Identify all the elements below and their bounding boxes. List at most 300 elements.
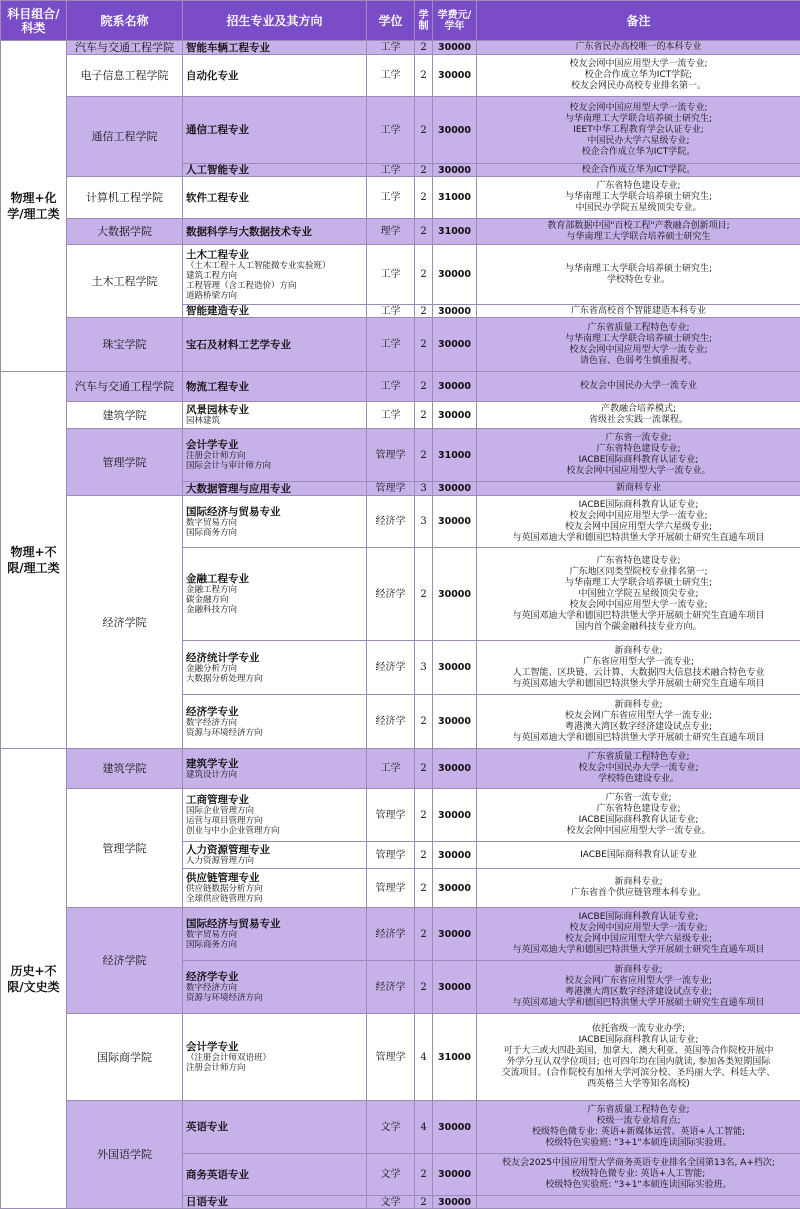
note-line: 教育部数据中国"百校工程"产教融合创新项目; xyxy=(480,221,797,232)
fee: 30000 xyxy=(433,548,477,641)
header-group: 科目组合/科类 xyxy=(1,1,67,41)
years: 3 xyxy=(415,496,433,548)
major-name: 建筑学专业 xyxy=(186,758,239,770)
years: 2 xyxy=(415,402,433,429)
note-cell xyxy=(477,869,800,908)
note-line: IACBE国际商科教育认证专业; xyxy=(480,912,797,923)
note-line: 校级特色实验班: "3+1"本硕连读国际实验班。 xyxy=(480,1138,797,1149)
note-line: 广东省质量工程特色专业; xyxy=(480,323,797,334)
degree: 工学 xyxy=(367,372,415,402)
major-direction: 资源与环境经济方向 xyxy=(186,993,363,1003)
table-row xyxy=(1,749,800,789)
degree: 经济学 xyxy=(367,695,415,749)
dept-name: 通信工程学院 xyxy=(67,97,183,177)
major-cell xyxy=(183,695,367,749)
years: 2 xyxy=(415,842,433,869)
major-direction: 人力资源管理方向 xyxy=(186,856,363,866)
note-line: 校友会网中国应用型大学一流专业; xyxy=(480,345,797,356)
note-line: 学校特色专业。 xyxy=(480,275,797,286)
note-line: 校友会网广东省应用型大学一流专业; xyxy=(480,976,797,987)
major-name: 智能建造专业 xyxy=(186,305,249,317)
note-line: IACBE国际商科教育认证专业 xyxy=(480,850,797,861)
major-direction: 建筑工程方向 xyxy=(186,271,363,281)
fee: 31000 xyxy=(433,219,477,245)
header-major: 招生专业及其方向 xyxy=(183,1,367,41)
table-row xyxy=(1,496,800,548)
header-dept: 院系名称 xyxy=(67,1,183,41)
dept-name: 电子信息工程学院 xyxy=(67,55,183,97)
note-line: 与英国邓迪大学和德国巴特洪堡大学开展硕士研究生直通车项目 xyxy=(480,611,797,622)
note-line: 校友会网中国应用型大学一流专业; xyxy=(480,511,797,522)
fee: 30000 xyxy=(433,164,477,177)
dept-name: 汽车与交通工程学院 xyxy=(67,41,183,55)
note-line: 广东省特色建设专业; xyxy=(480,181,797,192)
note-cell xyxy=(477,1196,800,1209)
note-line: 校级特色实验班: "3+1"本硕连读国际实验班。 xyxy=(480,1180,797,1191)
note-line: 校友会中国民办大学一流专业 xyxy=(480,381,797,392)
note-line: 学校特色建设专业。 xyxy=(480,774,797,785)
note-line: 校友会网中国应用型大学一流专业。 xyxy=(480,826,797,837)
degree: 工学 xyxy=(367,305,415,318)
note-line: 广东省质量工程特色专业; xyxy=(480,752,797,763)
note-cell xyxy=(477,908,800,961)
major-cell xyxy=(183,219,367,245)
major-direction: 园林建筑 xyxy=(186,416,363,426)
note-cell xyxy=(477,372,800,402)
note-cell xyxy=(477,41,800,55)
table-row xyxy=(1,402,800,429)
degree: 管理学 xyxy=(367,1014,415,1101)
fee: 30000 xyxy=(433,695,477,749)
dept-name: 经济学院 xyxy=(67,908,183,1014)
note-cell xyxy=(477,789,800,842)
major-direction: 金融科技方向 xyxy=(186,605,363,615)
years: 2 xyxy=(415,55,433,97)
note-line: 广东省一流专业; xyxy=(480,433,797,444)
note-line: 与华南理工大学联合培养硕士研究生 xyxy=(480,232,797,243)
years: 2 xyxy=(415,1154,433,1196)
note-line: 校友会网民办高校专业排名第一。 xyxy=(480,81,797,92)
note-line: 广东省高校首个智能建造本科专业 xyxy=(480,306,797,317)
major-direction: 数字经济方向 xyxy=(186,983,363,993)
major-cell xyxy=(183,482,367,496)
major-name: 宝石及材料工艺学专业 xyxy=(186,339,291,351)
fee: 30000 xyxy=(433,41,477,55)
years: 2 xyxy=(415,908,433,961)
major-direction: 金融工程方向 xyxy=(186,585,363,595)
note-line: 校友会网中国应用型大学六星级专业; xyxy=(480,522,797,533)
major-name: 国际经济与贸易专业 xyxy=(186,506,281,518)
dept-name: 土木工程学院 xyxy=(67,245,183,318)
degree: 文学 xyxy=(367,1154,415,1196)
note-line: 与英国邓迪大学和德国巴特洪堡大学开展硕士研究生直通车项目 xyxy=(480,998,797,1009)
years: 2 xyxy=(415,305,433,318)
note-line: 校友会中国民办大学一流专业; xyxy=(480,763,797,774)
years: 3 xyxy=(415,641,433,695)
degree: 工学 xyxy=(367,318,415,372)
note-line: 校友会网中国应用型大学一流专业; xyxy=(480,600,797,611)
note-cell xyxy=(477,318,800,372)
major-name: 工商管理专业 xyxy=(186,794,249,806)
major-name: 经济统计学专业 xyxy=(186,652,260,664)
fee: 30000 xyxy=(433,789,477,842)
years: 2 xyxy=(415,961,433,1014)
major-cell xyxy=(183,97,367,164)
major-name: 大数据管理与应用专业 xyxy=(186,483,291,495)
note-line: 国内首个碳金融科技专业方向。 xyxy=(480,622,797,633)
dept-name: 国际商学院 xyxy=(67,1014,183,1101)
header-note: 备注 xyxy=(477,1,800,41)
major-cell xyxy=(183,41,367,55)
fee: 30000 xyxy=(433,869,477,908)
note-line: 交流项目。(合作院校有加州大学河滨分校、圣玛丽大学、科廷大学、 xyxy=(480,1068,797,1079)
degree: 管理学 xyxy=(367,789,415,842)
note-cell xyxy=(477,55,800,97)
major-cell xyxy=(183,749,367,789)
note-line: 新商科专业; xyxy=(480,700,797,711)
note-line: 校友会网中国应用型大学一流专业; xyxy=(480,923,797,934)
table-row xyxy=(1,219,800,245)
note-line: 请色盲、色弱考生慎重报考。 xyxy=(480,356,797,367)
note-cell xyxy=(477,1014,800,1101)
note-cell xyxy=(477,695,800,749)
note-line: 校友会网中国应用型大学六星级专业; xyxy=(480,934,797,945)
note-line: 校企合作成立华为ICT学院。 xyxy=(480,165,797,176)
degree: 经济学 xyxy=(367,496,415,548)
note-cell xyxy=(477,961,800,1014)
major-name: 经济学专业 xyxy=(186,706,239,718)
table-row xyxy=(1,429,800,482)
major-cell xyxy=(183,1154,367,1196)
table-row xyxy=(1,1101,800,1154)
degree: 管理学 xyxy=(367,429,415,482)
note-line: 与华南理工大学联合培养硕士研究生; xyxy=(480,114,797,125)
note-cell xyxy=(477,245,800,305)
major-direction: 注册会计师方向 xyxy=(186,1063,363,1073)
table-row xyxy=(1,789,800,842)
note-line: 人工智能、区块链、云计算、大数据四大信息技术融合特色专业 xyxy=(480,668,797,679)
note-line: IACBE国际商科教育认证专业; xyxy=(480,455,797,466)
degree: 工学 xyxy=(367,97,415,164)
note-cell xyxy=(477,548,800,641)
note-line: 校级特色微专业: 英语+新媒体运营、英语+人工智能; xyxy=(480,1127,797,1138)
major-name: 供应链管理专业 xyxy=(186,872,260,884)
note-cell xyxy=(477,749,800,789)
note-line: 校友会网中国应用型大学一流专业; xyxy=(480,59,797,70)
fee: 31000 xyxy=(433,1014,477,1101)
note-cell xyxy=(477,482,800,496)
note-line: 中国独立学院五星级顶尖专业; xyxy=(480,589,797,600)
major-direction: 国际企业管理方向 xyxy=(186,806,363,816)
major-direction: 全球供应链管理方向 xyxy=(186,894,363,904)
note-line: 校友会2025中国应用型大学商务英语专业排名全国第13名, A+档次; xyxy=(480,1158,797,1169)
major-cell xyxy=(183,372,367,402)
note-line: 新商科专业; xyxy=(480,646,797,657)
note-line: 与华南理工大学联合培养硕士研究生; xyxy=(480,334,797,345)
note-line: 校友会网中国应用型大学一流专业; xyxy=(480,103,797,114)
dept-name: 珠宝学院 xyxy=(67,318,183,372)
degree: 经济学 xyxy=(367,641,415,695)
note-line: 与英国邓迪大学和德国巴特洪堡大学开展硕士研究生直通车项目 xyxy=(480,679,797,690)
degree: 工学 xyxy=(367,177,415,219)
years: 2 xyxy=(415,429,433,482)
note-line: 新商科专业 xyxy=(480,483,797,494)
degree: 理学 xyxy=(367,219,415,245)
major-direction: 运营与项目管理方向 xyxy=(186,816,363,826)
years: 2 xyxy=(415,245,433,305)
note-line: IACBE国际商科教育认证专业; xyxy=(480,1035,797,1046)
major-cell xyxy=(183,641,367,695)
major-name: 经济学专业 xyxy=(186,971,239,983)
group-label: 物理+不限/理工类 xyxy=(1,372,67,749)
fee: 30000 xyxy=(433,55,477,97)
note-line: 与华南理工大学联合培养硕士研究生; xyxy=(480,192,797,203)
note-line: 广东省应用型大学一流专业; xyxy=(480,657,797,668)
major-name: 人力资源管理专业 xyxy=(186,844,270,856)
major-direction: 金融分析方向 xyxy=(186,664,363,674)
major-direction: 国际商务方向 xyxy=(186,528,363,538)
table-row xyxy=(1,372,800,402)
table-row xyxy=(1,318,800,372)
dept-name: 管理学院 xyxy=(67,789,183,908)
degree: 工学 xyxy=(367,55,415,97)
major-name: 金融工程专业 xyxy=(186,573,249,585)
major-direction: （注册会计师双语班） xyxy=(186,1053,363,1063)
note-line: 外学分互认双学位项目; 也可四年均在国内就读, 参加各类短期国际 xyxy=(480,1057,797,1068)
fee: 31000 xyxy=(433,429,477,482)
major-name: 国际经济与贸易专业 xyxy=(186,918,281,930)
note-cell xyxy=(477,842,800,869)
fee: 30000 xyxy=(433,908,477,961)
major-name: 自动化专业 xyxy=(186,70,239,82)
note-cell xyxy=(477,219,800,245)
major-cell xyxy=(183,961,367,1014)
degree: 文学 xyxy=(367,1196,415,1209)
major-cell xyxy=(183,305,367,318)
note-line: 广东省特色建设专业; xyxy=(480,804,797,815)
fee: 30000 xyxy=(433,372,477,402)
fee: 30000 xyxy=(433,749,477,789)
header-years: 学制 xyxy=(415,1,433,41)
major-cell xyxy=(183,548,367,641)
years: 2 xyxy=(415,1196,433,1209)
table-row xyxy=(1,97,800,164)
note-cell xyxy=(477,305,800,318)
major-cell xyxy=(183,164,367,177)
table-row xyxy=(1,177,800,219)
major-direction: 工程管理（含工程造价）方向 xyxy=(186,281,363,291)
years: 2 xyxy=(415,749,433,789)
degree: 经济学 xyxy=(367,548,415,641)
major-cell xyxy=(183,1101,367,1154)
major-name: 数据科学与大数据技术专业 xyxy=(186,226,312,238)
years: 2 xyxy=(415,97,433,164)
major-direction: 创业与中小企业管理方向 xyxy=(186,826,363,836)
note-line: 广东省质量工程特色专业; xyxy=(480,1105,797,1116)
note-cell xyxy=(477,641,800,695)
note-line: 中国民办学院五星级顶尖专业。 xyxy=(480,203,797,214)
table-body xyxy=(1,41,800,1209)
note-line: 与英国邓迪大学和德国巴特洪堡大学开展硕士研究生直通车项目 xyxy=(480,733,797,744)
note-line: 与英国邓迪大学和德国巴特洪堡大学开展硕士研究生直通车项目 xyxy=(480,533,797,544)
note-line: 依托省级一流专业办学; xyxy=(480,1024,797,1035)
major-name: 智能车辆工程专业 xyxy=(186,42,270,54)
major-direction: 大数据分析处理方向 xyxy=(186,674,363,684)
degree: 工学 xyxy=(367,41,415,55)
note-line: 可于大三或大四赴美国、加拿大、澳大利亚、英国等合作院校开展中 xyxy=(480,1046,797,1057)
fee: 30000 xyxy=(433,402,477,429)
fee: 30000 xyxy=(433,961,477,1014)
major-direction: 数字经济方向 xyxy=(186,718,363,728)
major-name: 土木工程专业 xyxy=(186,249,249,261)
major-name: 通信工程专业 xyxy=(186,124,249,136)
note-line: 产教融合培养模式; xyxy=(480,404,797,415)
major-direction: 数字贸易方向 xyxy=(186,930,363,940)
note-line: 新商科专业; xyxy=(480,877,797,888)
major-direction: 资源与环境经济方向 xyxy=(186,728,363,738)
major-direction: 建筑设计方向 xyxy=(186,770,363,780)
table-row xyxy=(1,245,800,305)
dept-name: 经济学院 xyxy=(67,496,183,749)
note-line: 校友会网中国应用型大学一流专业。 xyxy=(480,466,797,477)
major-direction: 国际会计与审计师方向 xyxy=(186,461,363,471)
years: 2 xyxy=(415,177,433,219)
note-cell xyxy=(477,164,800,177)
years: 2 xyxy=(415,789,433,842)
years: 2 xyxy=(415,41,433,55)
note-line: 省级社会实践一流课程。 xyxy=(480,415,797,426)
note-line: 与华南理工大学联合培养硕士研究生; xyxy=(480,578,797,589)
note-line: 中国民办大学六星级专业; xyxy=(480,136,797,147)
major-cell xyxy=(183,177,367,219)
note-line: 广东地区同类型院校专业排名第一; xyxy=(480,567,797,578)
note-line: 西英格兰大学等知名高校) xyxy=(480,1079,797,1090)
years: 4 xyxy=(415,1101,433,1154)
note-line: 广东省特色建设专业; xyxy=(480,444,797,455)
fee: 31000 xyxy=(433,177,477,219)
fee: 30000 xyxy=(433,641,477,695)
major-name: 软件工程专业 xyxy=(186,192,249,204)
degree: 工学 xyxy=(367,402,415,429)
degree: 文学 xyxy=(367,1101,415,1154)
years: 4 xyxy=(415,1014,433,1101)
fee: 30000 xyxy=(433,318,477,372)
note-cell xyxy=(477,97,800,164)
years: 2 xyxy=(415,548,433,641)
major-cell xyxy=(183,789,367,842)
major-name: 会计学专业 xyxy=(186,1041,239,1053)
major-name: 人工智能专业 xyxy=(186,164,249,176)
major-name: 会计学专业 xyxy=(186,439,239,451)
note-line: 校级特色微专业: 英语+人工智能; xyxy=(480,1169,797,1180)
table-row xyxy=(1,41,800,55)
major-direction: 国际商务方向 xyxy=(186,940,363,950)
major-name: 风景园林专业 xyxy=(186,404,249,416)
fee: 30000 xyxy=(433,1196,477,1209)
major-name: 日语专业 xyxy=(186,1196,228,1208)
degree: 管理学 xyxy=(367,842,415,869)
fee: 30000 xyxy=(433,1154,477,1196)
note-line: 粤港澳大湾区数字经济建设试点专业; xyxy=(480,722,797,733)
note-line: 与英国邓迪大学和德国巴特洪堡大学开展硕士研究生直通车项目 xyxy=(480,945,797,956)
note-line: 广东省民办高校唯一的本科专业 xyxy=(480,42,797,53)
years: 2 xyxy=(415,164,433,177)
fee: 30000 xyxy=(433,305,477,318)
years: 3 xyxy=(415,482,433,496)
degree: 管理学 xyxy=(367,482,415,496)
dept-name: 建筑学院 xyxy=(67,749,183,789)
degree: 工学 xyxy=(367,164,415,177)
major-cell xyxy=(183,842,367,869)
table-row xyxy=(1,55,800,97)
major-direction: 供应链数据分析方向 xyxy=(186,884,363,894)
note-cell xyxy=(477,429,800,482)
fee: 30000 xyxy=(433,496,477,548)
note-line: 与华南理工大学联合培养硕士研究生; xyxy=(480,264,797,275)
group-label: 物理+化学/理工类 xyxy=(1,41,67,372)
note-line: 新商科专业; xyxy=(480,965,797,976)
table-row xyxy=(1,908,800,961)
degree: 经济学 xyxy=(367,961,415,1014)
dept-name: 外国语学院 xyxy=(67,1101,183,1209)
note-cell xyxy=(477,1101,800,1154)
dept-name: 管理学院 xyxy=(67,429,183,496)
dept-name: 建筑学院 xyxy=(67,402,183,429)
major-name: 物流工程专业 xyxy=(186,381,249,393)
major-cell xyxy=(183,429,367,482)
major-cell xyxy=(183,55,367,97)
note-line: 广东省一流专业; xyxy=(480,793,797,804)
header-row xyxy=(1,1,800,41)
major-cell xyxy=(183,1014,367,1101)
years: 2 xyxy=(415,219,433,245)
years: 2 xyxy=(415,372,433,402)
group-label: 历史+不限/文史类 xyxy=(1,749,67,1209)
major-direction: 注册会计师方向 xyxy=(186,451,363,461)
note-line: IACBE国际商科教育认证专业; xyxy=(480,815,797,826)
years: 2 xyxy=(415,318,433,372)
fee: 30000 xyxy=(433,245,477,305)
table-row xyxy=(1,1014,800,1101)
major-direction: （土木工程＋人工智能微专业实验班） xyxy=(186,261,363,271)
degree: 工学 xyxy=(367,749,415,789)
degree: 经济学 xyxy=(367,908,415,961)
note-cell xyxy=(477,177,800,219)
note-line: 广东省特色建设专业; xyxy=(480,556,797,567)
degree: 管理学 xyxy=(367,869,415,908)
years: 2 xyxy=(415,869,433,908)
major-name: 商务英语专业 xyxy=(186,1169,249,1181)
note-cell xyxy=(477,402,800,429)
header-degree: 学位 xyxy=(367,1,415,41)
years: 2 xyxy=(415,695,433,749)
dept-name: 计算机工程学院 xyxy=(67,177,183,219)
header-fee: 学费元/学年 xyxy=(433,1,477,41)
note-line: 校友会网广东省应用型大学一流专业; xyxy=(480,711,797,722)
note-line: IACBE国际商科教育认证专业; xyxy=(480,500,797,511)
note-cell xyxy=(477,1154,800,1196)
note-cell xyxy=(477,496,800,548)
major-direction: 道路桥梁方向 xyxy=(186,291,363,301)
major-cell xyxy=(183,496,367,548)
note-line: 粤港澳大湾区数字经济建设试点专业; xyxy=(480,987,797,998)
major-direction: 碳金融方向 xyxy=(186,595,363,605)
note-line: 校企合作成立华为ICT学院。 xyxy=(480,147,797,158)
fee: 30000 xyxy=(433,482,477,496)
fee: 30000 xyxy=(433,97,477,164)
major-cell xyxy=(183,1196,367,1209)
fee: 30000 xyxy=(433,1101,477,1154)
